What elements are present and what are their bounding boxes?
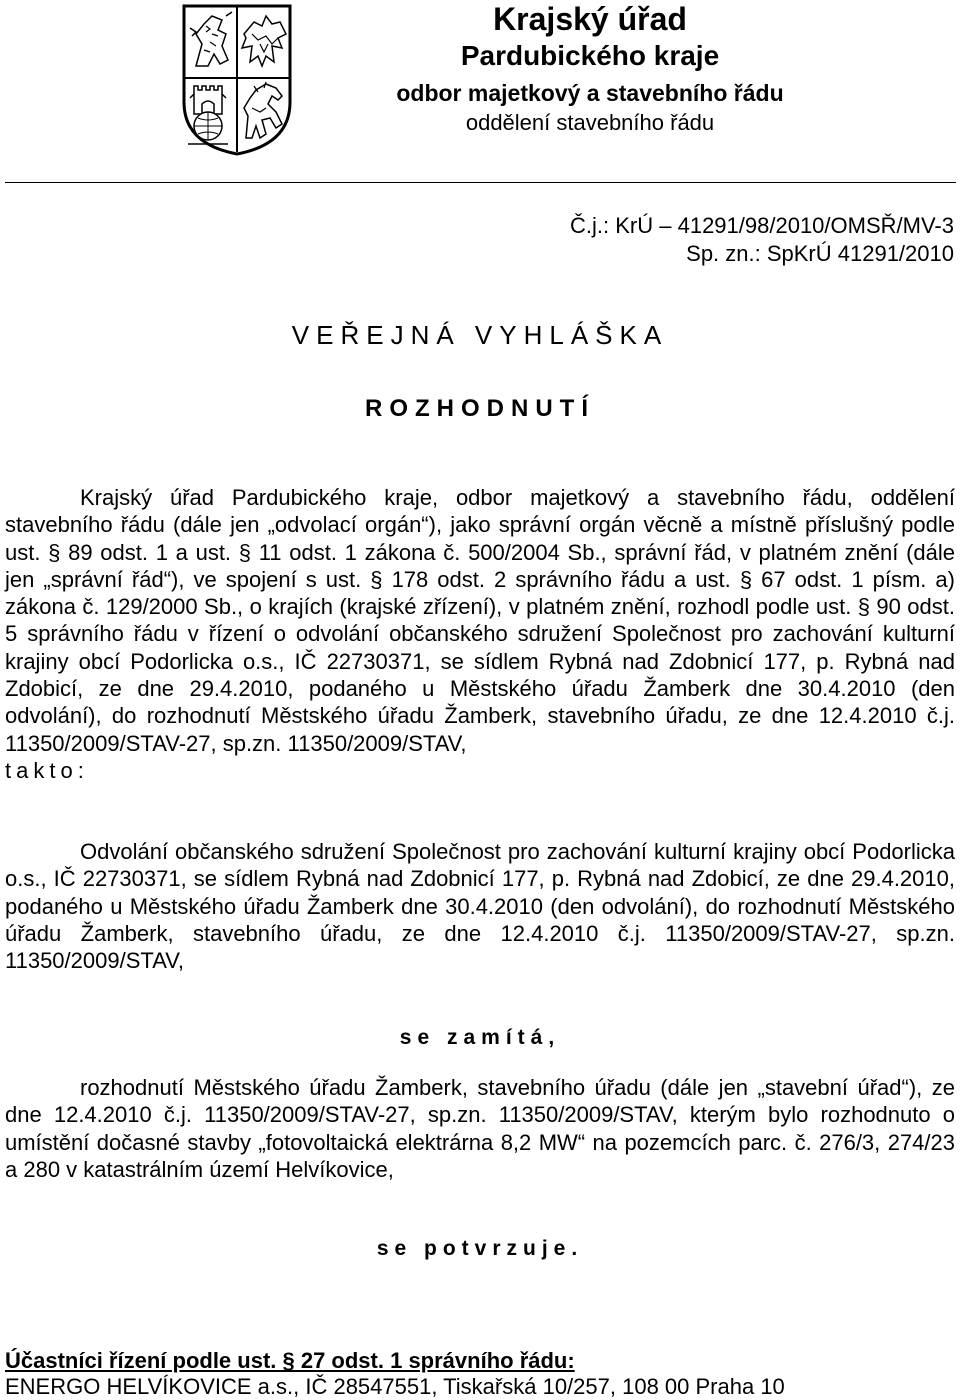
takto-label: takto: (5, 757, 89, 783)
participants-heading: Účastníci řízení podle ust. § 27 odst. 1 správního řádu: (5, 1348, 575, 1373)
decision-paragraph (5, 1074, 955, 1183)
participant-entry: ENERGO HELVÍKOVICE a.s., IČ 28547551, Tiskařská 10/257, 108 00 Praha 10 (5, 1374, 785, 1399)
intro-paragraph (5, 484, 955, 784)
reference-spzn: Sp. zn.: SpKrÚ 41291/2010 (686, 241, 954, 266)
intro-text: Krajský úřad Pardubického kraje, odbor majetkový a stavebního řádu, oddělení stavebního řádu (dále jen „odvolací orgán“), jako správní orgán věcně a místně příslušný podle ust. § 89 odst. 1 a ust. § 11 odst. 1 zákona č. 500/2004 Sb., správní řád, v platném znění (dále jen „správní řád“), ve spojení s ust. § 178 odst. 2 správního řádu a ust. § 67 odst. 1 písm. a) zákona č. 129/2000 Sb., o krajích (krajské zřízení), v platném znění, rozhodl podle ust. § 90 odst. 5 správního řádu v řízení o odvolání občanského sdružení Společnost pro zachování kulturní krajiny obcí Podorlicka o.s., IČ 22730371, se sídlem Rybná nad Zdobnicí 177, p. Rybná nad Zdobicí, ze dne 29.4.2010, podaného u Městského úřadu Žamberk dne 30.4.2010 (den odvolání), do rozhodnutí Městského úřadu Žamberk, stavebního úřadu, ze dne 12.4.2010 č.j. 11350/2009/STAV-27, sp.zn. 11350/2009/STAV, (5, 485, 955, 756)
verdict-confirm: se potvrzuje. (376, 1237, 584, 1260)
decision-text: rozhodnutí Městského úřadu Žamberk, stavebního úřadu (dále jen „stavební úřad“), ze dne 12.4.2010 č.j. 11350/2009/STAV-27, sp.zn. 11350/2009/STAV, kterým bylo rozhodnuto o umístění dočasné stavby „fotovoltaická elektrárna 8,2 MW“ na pozemcích parc. č. 276/3, 274/23 a 280 v katastrálním území Helvíkovice, (5, 1075, 955, 1182)
public-notice-title: VEŘEJNÁ VYHLÁŠKA (291, 320, 669, 350)
decision-title: ROZHODNUTÍ (365, 395, 595, 422)
verdict-reject: se zamítá, (399, 1026, 561, 1049)
coat-of-arms-icon (182, 4, 292, 156)
appeal-paragraph (5, 838, 955, 974)
reference-cj: Č.j.: KrÚ – 41291/98/2010/OMSŘ/MV-3 (570, 213, 954, 238)
authority-name: Krajský úřad (493, 1, 687, 37)
authority-region: Pardubického kraje (460, 40, 720, 71)
department-name: odbor majetkový a stavebního řádu (396, 80, 784, 106)
section-name: oddělení stavebního řádu (465, 110, 715, 135)
appeal-text: Odvolání občanského sdružení Společnost pro zachování kulturní krajiny obcí Podorlicka o.s., IČ 22730371, se sídlem Rybná nad Zdobnicí 177, p. Rybná nad Zdobicí, ze dne 29.4.2010, podaného u Městského úřadu Žamberk dne 30.4.2010 (den odvolání), do rozhodnutí Městského úřadu Žamberk, stavebního úřadu, ze dne 12.4.2010 č.j. 11350/2009/STAV-27, sp.zn. 11350/2009/STAV, (5, 839, 955, 974)
header-divider (5, 182, 956, 183)
